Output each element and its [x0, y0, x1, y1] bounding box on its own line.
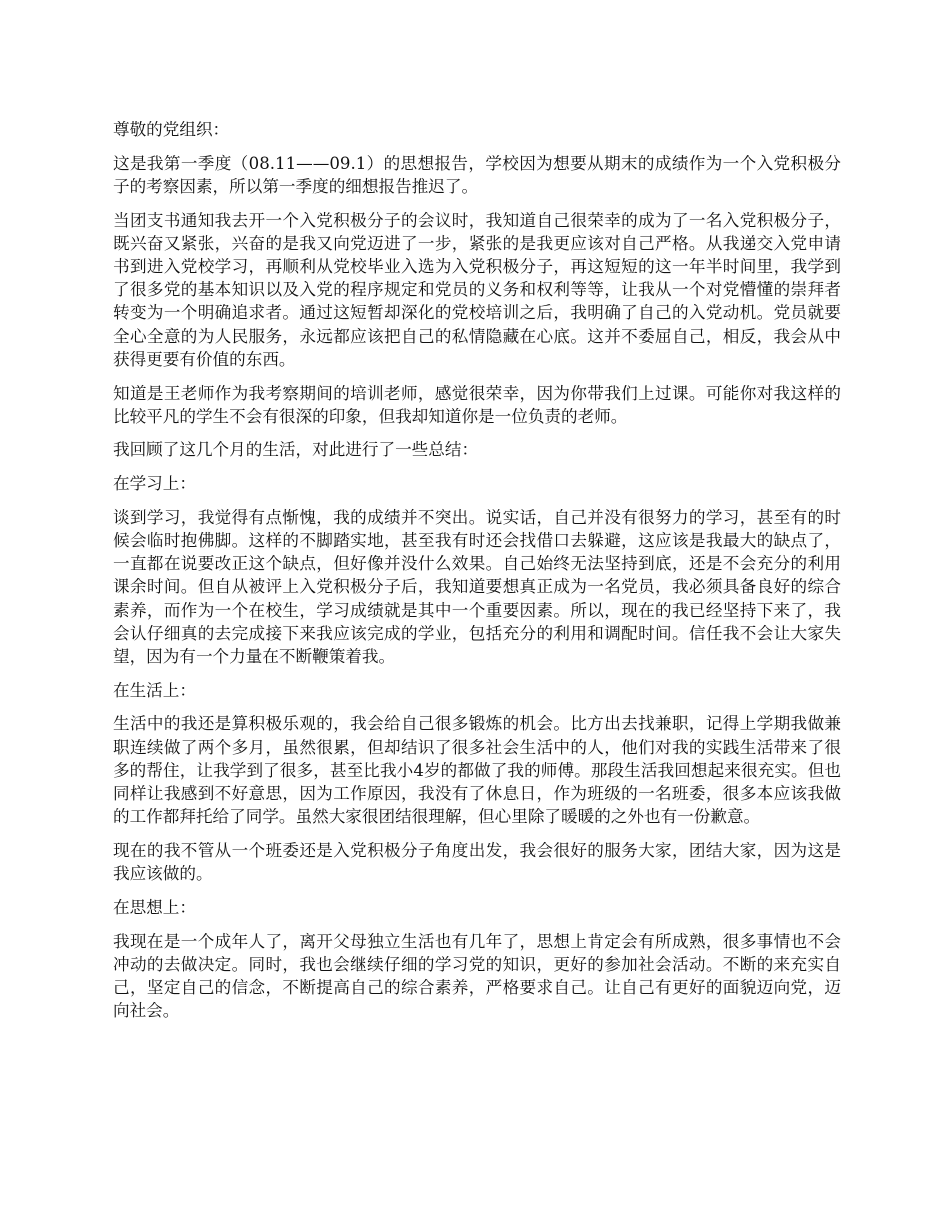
paragraph-summary-intro: 我回顾了这几个月的生活，对此进行了一些总结：: [113, 440, 479, 460]
document-body: [113, 118, 841, 1033]
paragraph-activist-meeting: 当团支书通知我去开一个入党积极分子的会议时，我知道自己很荣幸的成为了一名入党积极分子，既兴奋又紧张，兴奋的是我又向党迈进了一步，紧张的是我更应该对自己严格。从我递交入党申请书到进入党校学习，再顺利从党校毕业入选为入党积极分子，再这短短的这一年半时间里，我学到了很多党的基本知识以及入党的程序规定和党员的义务和权利等等，让我从一个对党懵懂的崇拜者转变为一个明确追求者。通过这短暂却深化的党校培训之后，我明确了自己的入党动机。党员就要全心全意的为人民服务，永远都应该把自己的私情隐藏在心底。这并不委屈自己，相反，我会从中获得更要有价值的东西。: [113, 210, 841, 369]
paragraph-service: 现在的我不管从一个班委还是入党积极分子角度出发，我会很好的服务大家，团结大家，因为这是我应该做的。: [113, 840, 841, 884]
section-heading-thought: 在思想上：: [113, 897, 196, 917]
paragraph-intro: 这是我第一季度（08.11——09.1）的思想报告，学校因为想要从期末的成绩作为一个入党积极分子的考察因素，所以第一季度的细想报告推迟了。: [113, 153, 841, 196]
paragraph-teacher: 知道是王老师作为我考察期间的培训老师，感觉很荣幸，因为你带我们上过课。可能你对我这样的比较平凡的学生不会有很深的印象，但我却知道你是一位负责的老师。: [113, 383, 841, 426]
paragraph-life: 生活中的我还是算积极乐观的，我会给自己很多锻炼的机会。比方出去找兼职，记得上学期我做兼职连续做了两个多月，虽然很累，但却结识了很多社会生活中的人，他们对我的实践生活带来了很多的帮住，让我学到了很多，甚至比我小4岁的都做了我的师傅。那段生活我回想起来很充实。但也同样让我感到不好意思，因为工作原因，我没有了休息日，作为班级的一名班委，很多本应该我做的工作都拜托给了同学。虽然大家很团结很理解，但心里除了暖暖的之外也有一份歉意。: [113, 714, 841, 827]
paragraph-thought: 我现在是一个成年人了，离开父母独立生活也有几年了，思想上肯定会有所成熟，很多事情也不会冲动的去做决定。同时，我也会继续仔细的学习党的知识，更好的参加社会活动。不断的来充实自己，坚定自己的信念，不断提高自己的综合素养，严格要求自己。让自己有更好的面貌迈向党，迈向社会。: [113, 931, 841, 1021]
paragraph-study: 谈到学习，我觉得有点惭愧，我的成绩并不突出。说实话，自己并没有很努力的学习，甚至有的时候会临时抱佛脚。这样的不脚踏实地，甚至我有时还会找借口去躲避，这应该是我最大的缺点了，一直都在说要改正这个缺点，但好像并没什么效果。自己始终无法坚持到底，还是不会充分的利用课余时间。但自从被评上入党积极分子后，我知道要想真正成为一名党员，我必须具备良好的综合素养，而作为一个在校生，学习成绩就是其中一个重要因素。所以，现在的我已经坚持下来了，我会认仔细真的去完成接下来我应该完成的学业，包括充分的利用和调配时间。信任我不会让大家失望，因为有一个力量在不断鞭策着我。: [113, 507, 841, 667]
salutation: 尊敬的党组织：: [113, 120, 230, 139]
section-heading-life: 在生活上：: [113, 680, 196, 700]
section-heading-study: 在学习上：: [113, 474, 196, 494]
